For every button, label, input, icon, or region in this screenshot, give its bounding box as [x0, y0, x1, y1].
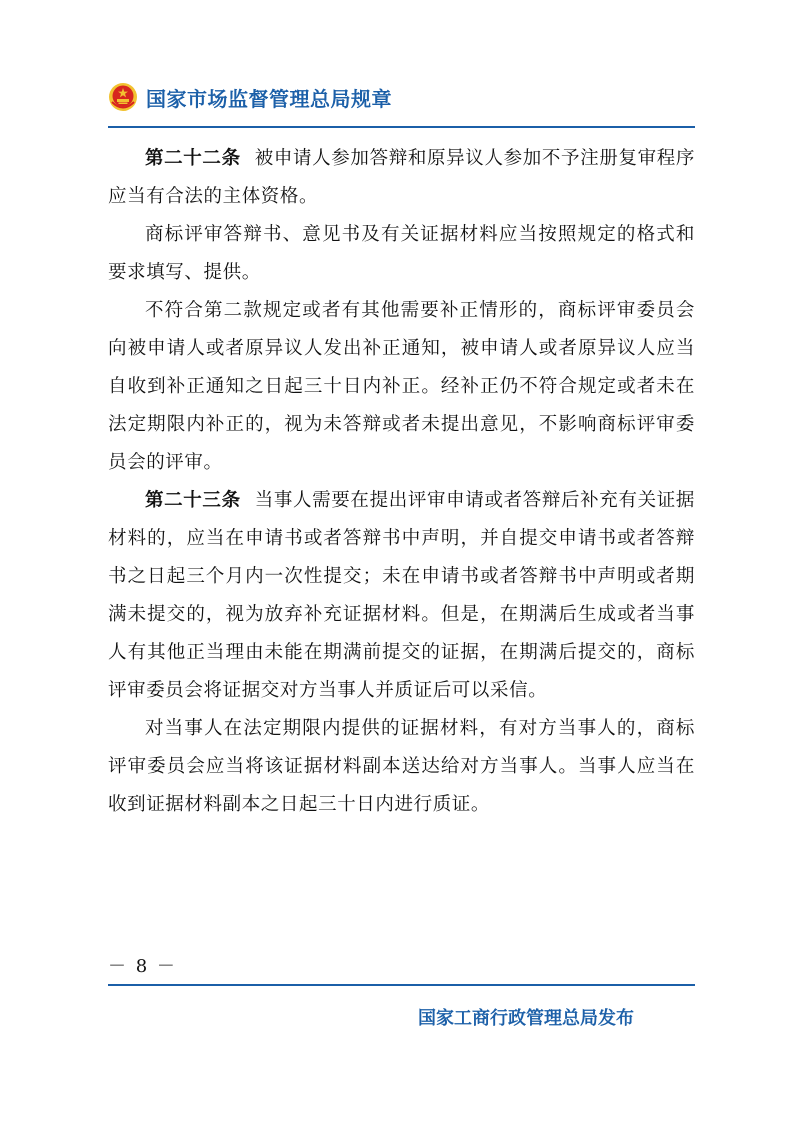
article-heading: 第二十二条 — [145, 148, 241, 169]
header-title: 国家市场监督管理总局规章 — [146, 86, 392, 111]
paragraph-text: 被申请人参加答辩和原异议人参加不予注册复审程序应当有合法的主体资格。 — [108, 148, 695, 207]
paragraph — [108, 710, 695, 824]
paragraph — [108, 292, 695, 482]
paragraph — [108, 216, 695, 292]
paragraph-article-23 — [108, 482, 695, 710]
page-number: － 8 － — [108, 956, 177, 977]
paragraph-text: 对当事人在法定期限内提供的证据材料，有对方当事人的，商标评审委员会应当将该证据材料副本送达给对方当事人。当事人应当在收到证据材料副本之日起三十日内进行质证。 — [108, 718, 695, 815]
paragraph-text: 当事人需要在提出评审申请或者答辩后补充有关证据材料的，应当在申请书或者答辩书中声明，并自提交申请书或者答辩书之日起三个月内一次性提交；未在申请书或者答辩书中声明或者期满未提交的，视为放弃补充证据材料。但是，在期满后生成或者当事人有其他正当理由未能在期满前提交的证据，在期满后提交的，商标评审委员会将证据交对方当事人并质证后可以采信。 — [108, 490, 695, 701]
footer-publisher: 国家工商行政管理总局发布 — [418, 1008, 634, 1029]
footer-divider — [108, 984, 695, 986]
page-header — [108, 82, 392, 112]
article-heading: 第二十三条 — [145, 490, 241, 511]
paragraph-text: 商标评审答辩书、意见书及有关证据材料应当按照规定的格式和要求填写、提供。 — [108, 224, 695, 283]
national-emblem-icon — [108, 82, 138, 112]
header-divider — [108, 126, 695, 128]
paragraph-text: 不符合第二款规定或者有其他需要补正情形的，商标评审委员会向被申请人或者原异议人发出补正通知，被申请人或者原异议人应当自收到补正通知之日起三十日内补正。经补正仍不符合规定或者未在法定期限内补正的，视为未答辩或者未提出意见，不影响商标评审委员会的评审。 — [108, 300, 695, 473]
document-body — [108, 140, 695, 824]
paragraph-article-22 — [108, 140, 695, 216]
